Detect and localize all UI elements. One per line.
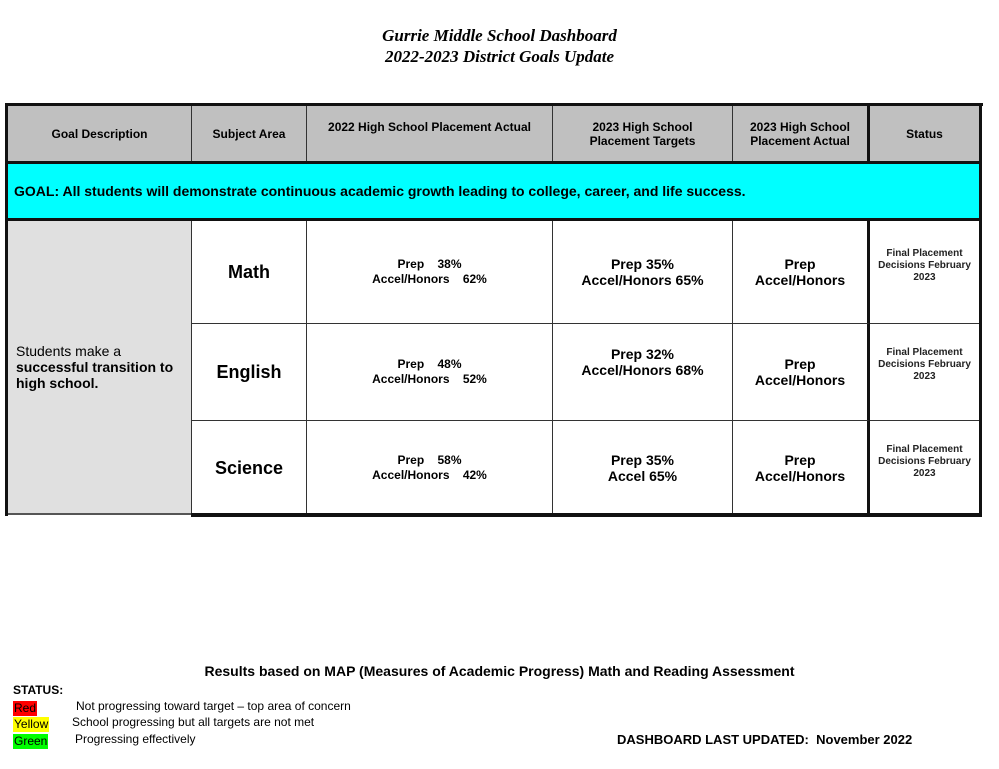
col-header-2022-actual: 2022 High School Placement Actual xyxy=(307,106,553,162)
actual-2022-accel: Accel/Honors 62% xyxy=(372,272,487,286)
legend-text-red: Not progressing toward target – top area of concern xyxy=(76,699,351,713)
actual-2023-cell xyxy=(733,221,870,324)
actual-2023-prep: Prep xyxy=(784,256,816,272)
subject-cell: Math xyxy=(192,221,307,324)
status-line: Final Placement xyxy=(886,248,963,259)
actual-2022-accel: Accel/Honors 42% xyxy=(372,468,487,482)
legend-text-green: Progressing effectively xyxy=(75,732,196,746)
targets-2023-cell xyxy=(553,221,733,324)
assessment-note: Results based on MAP (Measures of Academic Progress) Math and Reading Assessment xyxy=(204,663,795,679)
status-line: Final Placement xyxy=(886,444,963,455)
goal-description-text xyxy=(16,343,191,391)
table-border-bottom xyxy=(191,513,982,517)
actual-2023-cell xyxy=(733,421,870,515)
status-line: Decisions February xyxy=(878,456,971,467)
actual-2022-cell xyxy=(307,421,553,515)
actual-2022-accel: Accel/Honors 52% xyxy=(372,372,487,386)
actual-2022-prep: Prep 58% xyxy=(397,453,462,467)
status-line: Decisions February xyxy=(878,260,971,271)
actual-2022-prep: Prep 48% xyxy=(397,357,462,371)
targets-2023-prep: Prep 35% xyxy=(610,452,675,468)
status-line: 2023 xyxy=(913,371,936,382)
legend-swatch-red: Red xyxy=(14,701,37,715)
actual-2023-prep: Prep xyxy=(784,356,816,372)
table-border-right xyxy=(979,103,982,517)
targets-2023-accel: Accel/Honors 65% xyxy=(581,272,704,288)
goal-banner: GOAL: All students will demonstrate continuous academic growth leading to college, career, and life success. xyxy=(8,164,979,218)
status-cell xyxy=(870,324,979,421)
legend-item-green xyxy=(13,732,48,750)
actual-2023-prep: Prep xyxy=(784,452,816,468)
targets-2023-accel: Accel/Honors 68% xyxy=(581,362,704,378)
status-legend-label: STATUS: xyxy=(13,683,64,697)
legend-item-yellow xyxy=(13,715,49,733)
goal-description-bold: successful transition to high school. xyxy=(16,359,174,391)
col-header-subject-area: Subject Area xyxy=(192,106,307,162)
dashboard-subtitle: 2022-2023 District Goals Update xyxy=(384,47,615,66)
actual-2022-prep: Prep 38% xyxy=(397,257,462,271)
targets-2023-prep: Prep 35% xyxy=(610,256,675,272)
targets-2023-cell xyxy=(553,421,733,515)
status-line: Decisions February xyxy=(878,359,971,370)
targets-2023-accel: Accel 65% xyxy=(607,468,678,484)
status-line: 2023 xyxy=(913,468,936,479)
last-updated-label: DASHBOARD LAST UPDATED: xyxy=(617,732,809,747)
col-header-2023-targets: 2023 High School Placement Targets xyxy=(553,106,733,162)
actual-2023-accel: Accel/Honors xyxy=(754,372,846,388)
targets-2023-prep: Prep 32% xyxy=(610,346,675,362)
status-line: Final Placement xyxy=(886,347,963,358)
status-cell xyxy=(870,221,979,324)
actual-2023-cell xyxy=(733,324,870,421)
col-header-status: Status xyxy=(870,106,979,162)
actual-2022-cell xyxy=(307,324,553,421)
goal-description-cell xyxy=(8,221,191,515)
legend-text-yellow: School progressing but all targets are not met xyxy=(72,715,315,729)
last-updated-value: November 2022 xyxy=(816,732,913,747)
col-header-goal-description: Goal Description xyxy=(8,106,192,162)
actual-2023-accel: Accel/Honors xyxy=(754,468,846,484)
last-updated xyxy=(617,732,912,747)
actual-2022-cell xyxy=(307,221,553,324)
subject-cell: Science xyxy=(192,421,307,515)
status-line: 2023 xyxy=(913,272,936,283)
legend-swatch-yellow: Yellow xyxy=(14,717,49,731)
targets-2023-cell xyxy=(553,324,733,421)
subject-cell: English xyxy=(192,324,307,421)
legend-swatch-green: Green xyxy=(14,734,48,748)
col-header-2023-actual: 2023 High School Placement Actual xyxy=(733,106,870,162)
goal-description-normal: Students make a xyxy=(16,343,122,359)
status-cell xyxy=(870,421,979,515)
actual-2023-accel: Accel/Honors xyxy=(754,272,846,288)
dashboard-title: Gurrie Middle School Dashboard xyxy=(382,26,617,45)
